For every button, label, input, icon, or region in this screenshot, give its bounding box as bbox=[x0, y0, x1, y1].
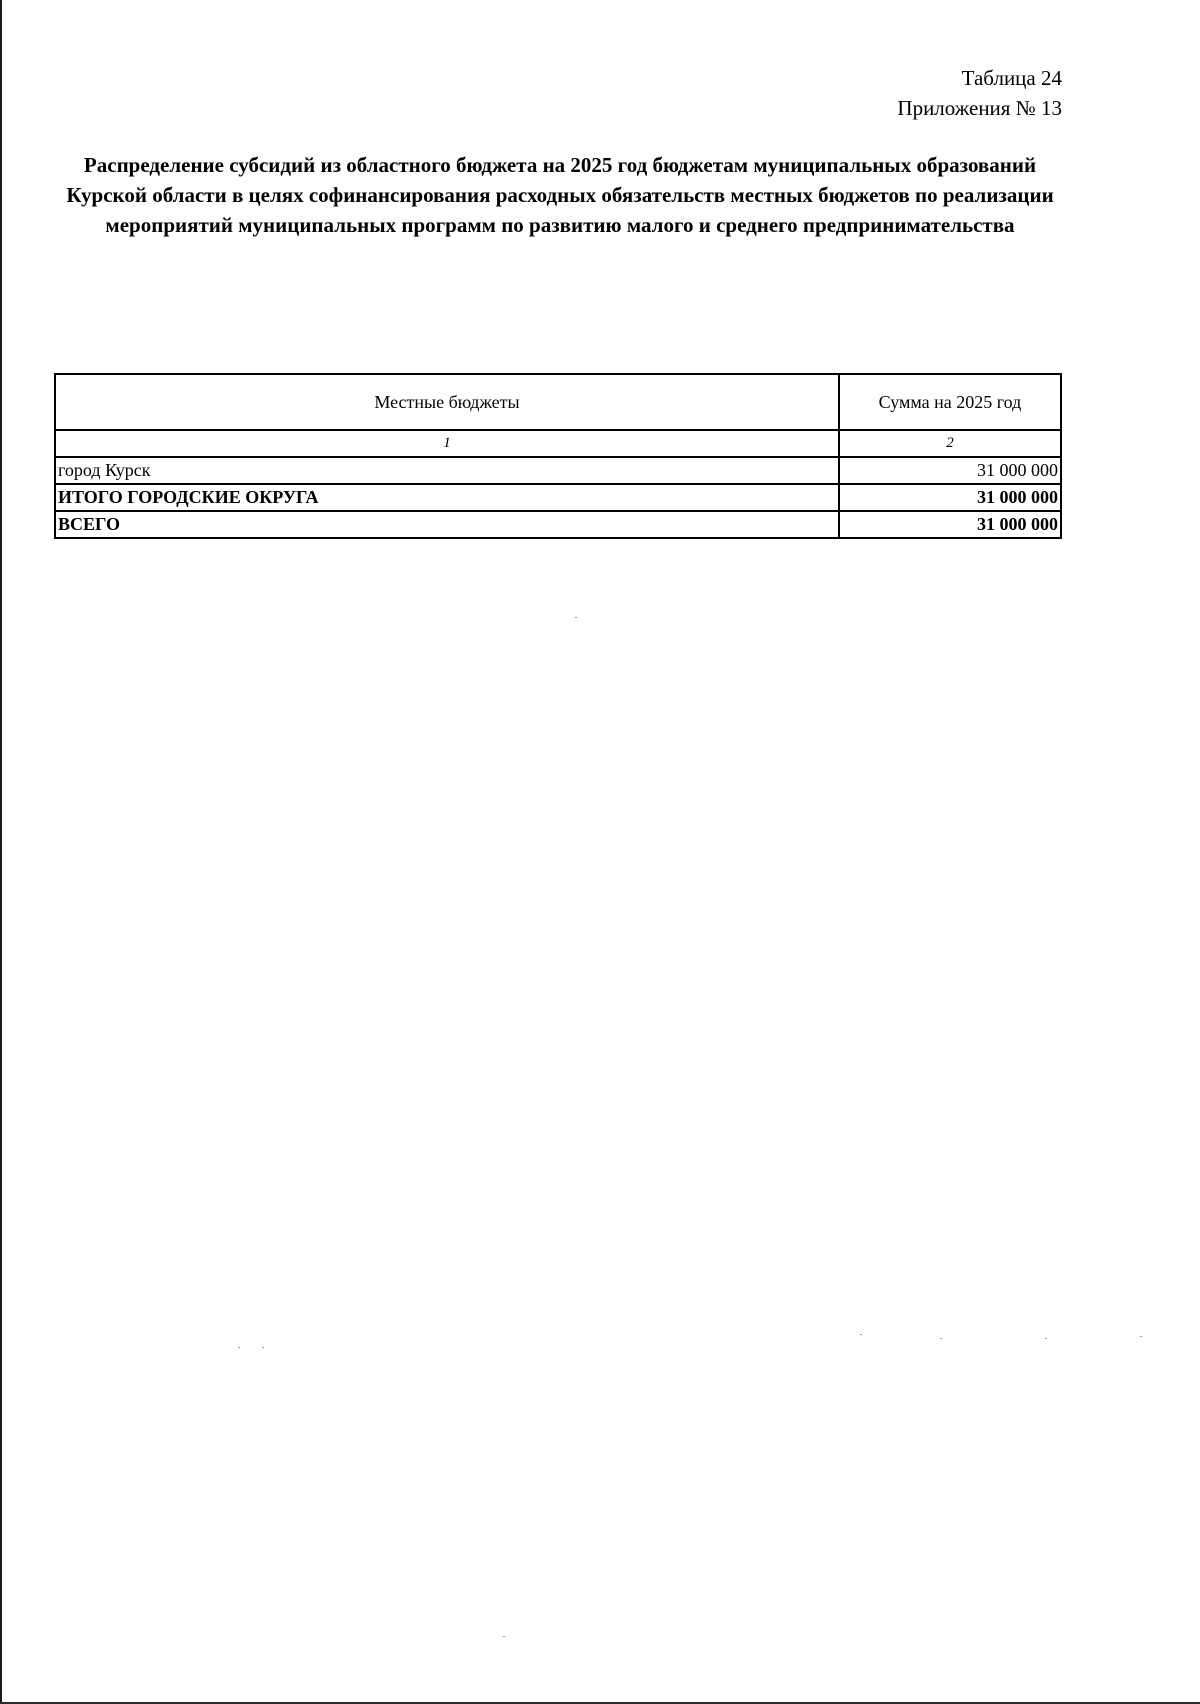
column-header-amount-2025: Сумма на 2025 год bbox=[839, 374, 1061, 430]
scan-speck bbox=[1045, 1338, 1047, 1339]
table-row-subtotal bbox=[55, 484, 1061, 511]
column-number-row bbox=[55, 430, 1061, 457]
table-row bbox=[55, 457, 1061, 484]
scan-speck bbox=[503, 1636, 505, 1637]
budget-table bbox=[54, 373, 1062, 539]
row-amount: 31 000 000 bbox=[839, 484, 1061, 511]
table-row-total bbox=[55, 511, 1061, 538]
row-name: ИТОГО ГОРОДСКИЕ ОКРУГА bbox=[55, 484, 839, 511]
row-amount: 31 000 000 bbox=[839, 457, 1061, 484]
scan-speck bbox=[262, 1347, 264, 1348]
scan-speck bbox=[860, 1334, 862, 1335]
row-name: ВСЕГО bbox=[55, 511, 839, 538]
column-number-1: 1 bbox=[55, 430, 839, 457]
column-number-2: 2 bbox=[839, 430, 1061, 457]
document-title: Распределение субсидий из областного бюджета на 2025 год бюджетам муниципальных образований Курской области в целях софинансирования расходных обязательств местных бюджетов по реализации мероприятий муниципальных программ по развитию малого и среднего предпринимательства bbox=[66, 153, 1054, 237]
scan-speck bbox=[940, 1338, 942, 1339]
column-header-local-budgets: Местные бюджеты bbox=[55, 374, 839, 430]
table-header-row bbox=[55, 374, 1061, 430]
scan-left-edge bbox=[0, 0, 2, 1704]
appendix-label: Приложения № 13 bbox=[897, 96, 1062, 120]
table-reference bbox=[897, 63, 1062, 123]
row-amount: 31 000 000 bbox=[839, 511, 1061, 538]
scan-speck bbox=[575, 617, 577, 618]
scan-speck bbox=[238, 1347, 240, 1348]
table-label: Таблица 24 bbox=[961, 66, 1062, 90]
scan-speck bbox=[1140, 1336, 1142, 1337]
row-name: город Курск bbox=[55, 457, 839, 484]
